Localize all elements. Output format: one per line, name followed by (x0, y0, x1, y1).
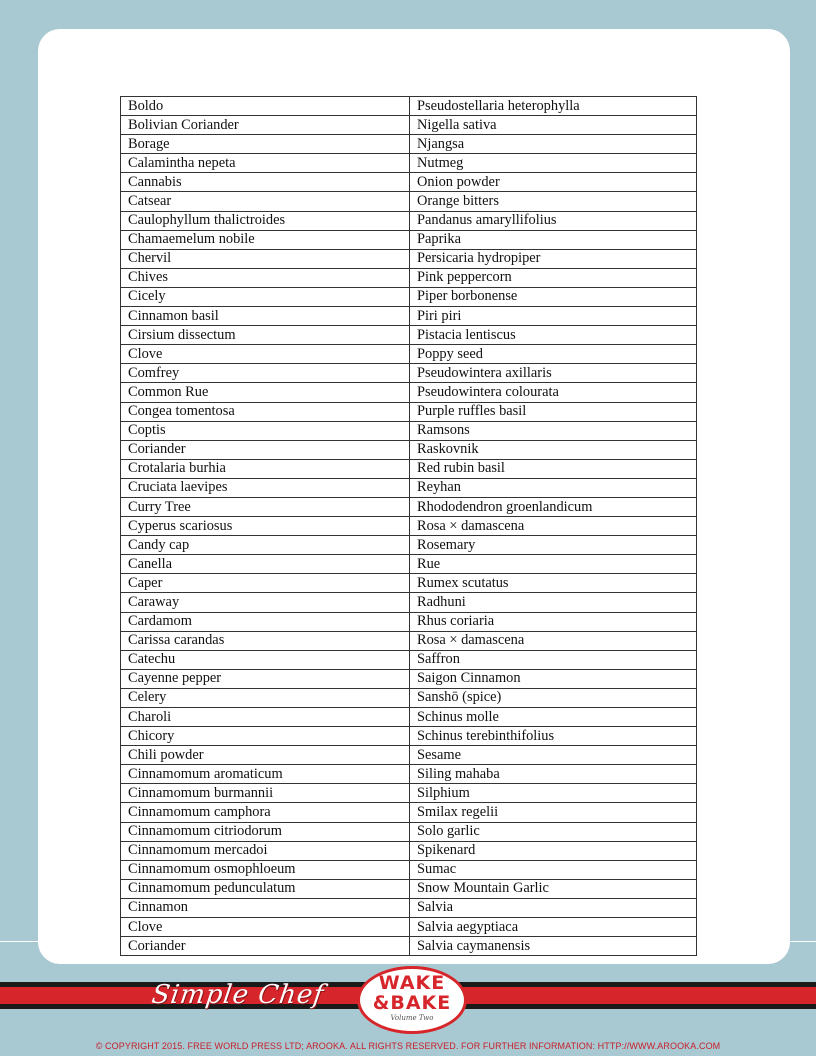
table-row (121, 307, 697, 326)
table-cell-left: Cinnamomum burmannii (121, 784, 410, 803)
table-row (121, 421, 697, 440)
table-cell-right: Raskovnik (410, 440, 697, 459)
table-cell-right: Schinus molle (410, 708, 697, 727)
table-row (121, 555, 697, 574)
table-cell-left: Chervil (121, 249, 410, 268)
table-cell-right: Sanshō (spice) (410, 688, 697, 707)
table-row (121, 517, 697, 536)
table-cell-right: Sumac (410, 860, 697, 879)
table-cell-left: Curry Tree (121, 497, 410, 516)
logo-line-bake: &BAKE (372, 992, 452, 1014)
table-row (121, 345, 697, 364)
table-cell-right: Onion powder (410, 173, 697, 192)
table-row (121, 765, 697, 784)
table-cell-right: Saigon Cinnamon (410, 669, 697, 688)
table-row (121, 841, 697, 860)
table-row (121, 478, 697, 497)
table-cell-left: Clove (121, 918, 410, 937)
table-cell-left: Cyperus scariosus (121, 517, 410, 536)
table-cell-right: Pink peppercorn (410, 268, 697, 287)
table-cell-left: Calamintha nepeta (121, 154, 410, 173)
table-row (121, 727, 697, 746)
table-cell-right: Persicaria hydropiper (410, 249, 697, 268)
table-row (121, 364, 697, 383)
table-cell-right: Smilax regelii (410, 803, 697, 822)
table-cell-left: Coptis (121, 421, 410, 440)
table-cell-left: Cinnamomum osmophloeum (121, 860, 410, 879)
table-row (121, 383, 697, 402)
table-cell-left: Caraway (121, 593, 410, 612)
table-cell-right: Nigella sativa (410, 116, 697, 135)
table-row (121, 402, 697, 421)
table-cell-right: Piper borbonense (410, 287, 697, 306)
table-cell-right: Solo garlic (410, 822, 697, 841)
table-cell-left: Comfrey (121, 364, 410, 383)
table-cell-right: Salvia caymanensis (410, 937, 697, 956)
table-cell-right: Rosa × damascena (410, 517, 697, 536)
table-row (121, 708, 697, 727)
table-cell-left: Celery (121, 688, 410, 707)
table-row (121, 326, 697, 345)
table-cell-right: Sesame (410, 746, 697, 765)
table-cell-left: Cinnamomum mercadoi (121, 841, 410, 860)
table-cell-right: Rue (410, 555, 697, 574)
table-row (121, 230, 697, 249)
table-cell-right: Reyhan (410, 478, 697, 497)
spice-table-body (121, 97, 697, 956)
table-cell-left: Candy cap (121, 536, 410, 555)
table-cell-right: Nutmeg (410, 154, 697, 173)
logo-line-wake: WAKE (378, 972, 446, 994)
table-row (121, 688, 697, 707)
table-cell-right: Rhus coriaria (410, 612, 697, 631)
table-cell-right: Salvia aegyptiaca (410, 918, 697, 937)
table-cell-left: Congea tomentosa (121, 402, 410, 421)
table-cell-right: Purple ruffles basil (410, 402, 697, 421)
table-row (121, 631, 697, 650)
table-cell-left: Bolivian Coriander (121, 116, 410, 135)
spice-table (120, 96, 697, 956)
table-row (121, 268, 697, 287)
table-cell-left: Chives (121, 268, 410, 287)
table-row (121, 593, 697, 612)
table-cell-left: Cinnamomum aromaticum (121, 765, 410, 784)
table-row (121, 860, 697, 879)
table-row (121, 650, 697, 669)
table-cell-left: Cardamom (121, 612, 410, 631)
table-row (121, 211, 697, 230)
table-row (121, 898, 697, 917)
table-cell-right: Silphium (410, 784, 697, 803)
table-cell-left: Cinnamon (121, 898, 410, 917)
table-cell-left: Catsear (121, 192, 410, 211)
table-cell-right: Snow Mountain Garlic (410, 879, 697, 898)
table-cell-right: Poppy seed (410, 345, 697, 364)
table-row (121, 879, 697, 898)
wake-and-bake-logo (357, 966, 467, 1034)
table-cell-left: Cruciata laevipes (121, 478, 410, 497)
logo-volume: Volume Two (390, 1014, 434, 1022)
table-cell-left: Borage (121, 135, 410, 154)
table-row (121, 574, 697, 593)
table-row (121, 135, 697, 154)
table-cell-right: Radhuni (410, 593, 697, 612)
table-cell-left: Cinnamon basil (121, 307, 410, 326)
table-cell-left: Cirsium dissectum (121, 326, 410, 345)
table-cell-right: Rumex scutatus (410, 574, 697, 593)
table-cell-right: Spikenard (410, 841, 697, 860)
table-cell-right: Pseudostellaria heterophylla (410, 97, 697, 116)
table-cell-left: Common Rue (121, 383, 410, 402)
table-cell-right: Siling mahaba (410, 765, 697, 784)
table-row (121, 173, 697, 192)
table-cell-left: Coriander (121, 937, 410, 956)
table-cell-left: Cinnamomum pedunculatum (121, 879, 410, 898)
table-cell-right: Njangsa (410, 135, 697, 154)
table-cell-right: Red rubin basil (410, 459, 697, 478)
table-row (121, 536, 697, 555)
table-cell-right: Pseudowintera colourata (410, 383, 697, 402)
table-row (121, 116, 697, 135)
table-cell-right: Piri piri (410, 307, 697, 326)
table-cell-right: Rosa × damascena (410, 631, 697, 650)
table-cell-left: Catechu (121, 650, 410, 669)
table-cell-right: Pseudowintera axillaris (410, 364, 697, 383)
table-cell-right: Orange bitters (410, 192, 697, 211)
table-cell-left: Caulophyllum thalictroides (121, 211, 410, 230)
table-cell-left: Cayenne pepper (121, 669, 410, 688)
table-cell-right: Salvia (410, 898, 697, 917)
table-row (121, 918, 697, 937)
table-cell-right: Ramsons (410, 421, 697, 440)
table-cell-right: Schinus terebinthifolius (410, 727, 697, 746)
table-row (121, 440, 697, 459)
table-row (121, 497, 697, 516)
table-cell-right: Rhododendron groenlandicum (410, 497, 697, 516)
table-row (121, 746, 697, 765)
table-cell-left: Charoli (121, 708, 410, 727)
table-cell-left: Cicely (121, 287, 410, 306)
table-cell-left: Cannabis (121, 173, 410, 192)
table-row (121, 612, 697, 631)
table-row (121, 459, 697, 478)
table-row (121, 154, 697, 173)
table-row (121, 97, 697, 116)
table-cell-left: Caper (121, 574, 410, 593)
copyright-notice: © COPYRIGHT 2015. FREE WORLD PRESS LTD; AROOKA. ALL RIGHTS RESERVED. FOR FURTHER INFORMATION: HTTP://WWW.AROOKA.COM (95, 1041, 721, 1051)
table-row (121, 784, 697, 803)
left-divider-line (0, 941, 38, 942)
table-row (121, 249, 697, 268)
table-cell-right: Pistacia lentiscus (410, 326, 697, 345)
table-row (121, 287, 697, 306)
table-row (121, 803, 697, 822)
table-cell-left: Clove (121, 345, 410, 364)
table-cell-right: Saffron (410, 650, 697, 669)
table-cell-left: Carissa carandas (121, 631, 410, 650)
table-cell-right: Paprika (410, 230, 697, 249)
table-row (121, 822, 697, 841)
simple-chef-brand: Simple Chef (149, 980, 327, 1010)
table-cell-left: Canella (121, 555, 410, 574)
table-cell-left: Cinnamomum camphora (121, 803, 410, 822)
table-cell-left: Chili powder (121, 746, 410, 765)
table-cell-left: Chicory (121, 727, 410, 746)
table-row (121, 937, 697, 956)
table-cell-left: Coriander (121, 440, 410, 459)
table-cell-left: Cinnamomum citriodorum (121, 822, 410, 841)
table-cell-left: Chamaemelum nobile (121, 230, 410, 249)
table-row (121, 669, 697, 688)
table-row (121, 192, 697, 211)
table-cell-right: Rosemary (410, 536, 697, 555)
right-divider-line (790, 941, 816, 942)
table-cell-right: Pandanus amaryllifolius (410, 211, 697, 230)
table-cell-left: Boldo (121, 97, 410, 116)
table-cell-left: Crotalaria burhia (121, 459, 410, 478)
